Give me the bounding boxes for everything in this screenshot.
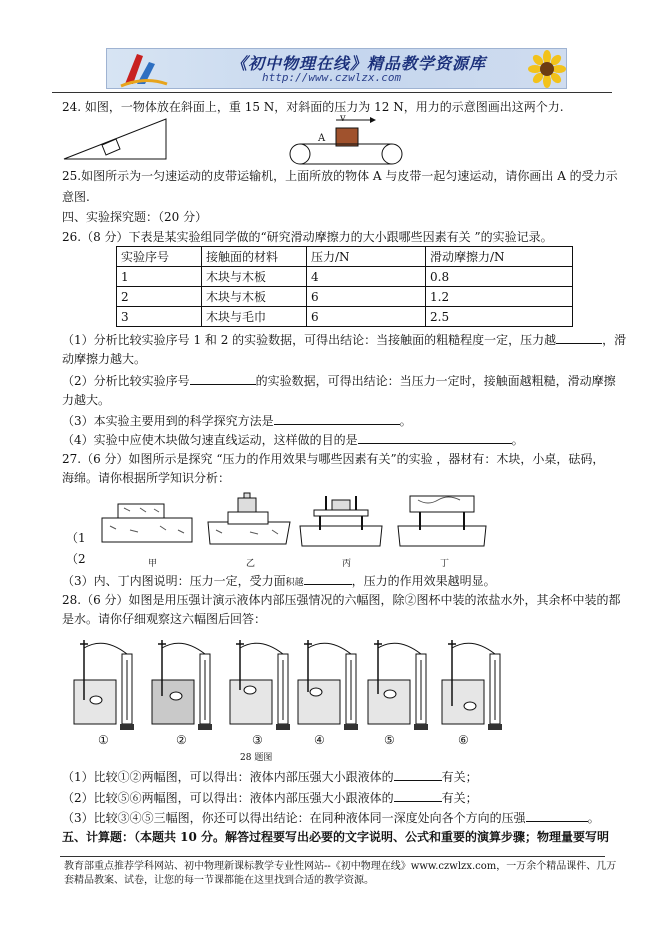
table-cell: 木块与木板 [202, 267, 307, 287]
q26-sub1-tail: ，滑 [602, 333, 627, 347]
q28-sub1 [62, 768, 478, 785]
table-header-cell: 接触面的材料 [202, 247, 307, 267]
q28-sub1-tail: 有关； [441, 770, 478, 784]
q26-answer-blank-4[interactable] [358, 431, 512, 444]
table-cell: 4 [307, 267, 426, 287]
velocity-label: v [340, 113, 346, 124]
q26-sub4-text: （4）实验中应使木块做匀速直线运动，这样做的目的是 [62, 433, 358, 447]
q28-sub3-tail: 。 [587, 811, 600, 825]
q28-line2: 是水。请你仔细观察这六幅图后回答： [62, 612, 267, 626]
figure-ding [398, 496, 486, 546]
header-rule [52, 92, 612, 93]
q28-sub2 [62, 789, 478, 806]
q28-line1: 28.（6 分）如图是用压强计演示液体内部压强情况的六幅图，除②图杯中装的浓盐水外，其余杯中装的都 [62, 593, 621, 607]
q26-sub3-text: （3）本实验主要用到的科学探究方法是 [62, 414, 274, 428]
q26-sub3-end: 。 [399, 414, 412, 428]
gauge-beaker [442, 640, 502, 730]
gauge-figure-number: ⑤ [384, 733, 395, 747]
q26-answer-blank-1[interactable] [556, 331, 602, 344]
footer-line1: 教育部重点推荐学科网站、初中物理新课标教学专业性网站--《初中物理在线》www.czwlzx.com，一万余个精品课件、几万 [64, 861, 617, 872]
figure-label-jia: 甲 [148, 559, 158, 569]
q26-sub3 [62, 412, 412, 429]
q25-line1: 25.如图所示为一匀速运动的皮带运输机，上面所放的物体 A 与皮带一起匀速运动，请你画出 A 的受力示 [62, 169, 618, 183]
table-cell: 0.8 [426, 267, 573, 287]
table-cell: 1.2 [426, 287, 573, 307]
pressure-gauge-figure [66, 640, 506, 740]
figure-label-bing: 丙 [342, 559, 352, 569]
q26-sub4 [62, 431, 524, 448]
q27-line1: 27.（6 分）如图所示是探究 “压力的作用效果与哪些因素有关”的实验 ，器材有：木块，小桌，砝码， [62, 452, 605, 466]
q25-line2: 意图. [62, 190, 90, 204]
gauge-figure-number: ② [176, 733, 187, 747]
footer-line2: 套精品教案、试卷，让您的每一节课都能在这里找到合适的教学资源。 [64, 875, 374, 886]
gauge-beaker [298, 640, 358, 730]
q26-answer-blank-3[interactable] [274, 412, 400, 425]
figure-jia [102, 504, 192, 542]
q28-figure-caption: 28 题图 [240, 753, 273, 763]
gauge-beaker [152, 640, 212, 730]
q27-sub3 [62, 572, 496, 591]
q28-answer-blank-1[interactable] [394, 768, 442, 781]
q28-sub3-text: （3）比较③④⑤三幅图，你还可以得出结论：在同种液体同一深度处向各个方向的压强 [62, 811, 526, 825]
table-header-cell: 压力/N [307, 247, 426, 267]
table-row [117, 287, 573, 307]
q27-sub2-label: （2 [66, 552, 86, 566]
gauge-figure-number: ④ [314, 733, 325, 747]
q28-answer-blank-2[interactable] [394, 789, 442, 802]
table-cell: 3 [117, 307, 202, 327]
q28-sub2-tail: 有关； [441, 791, 478, 805]
figure-yi [208, 493, 290, 544]
q27-answer-blank[interactable] [304, 572, 352, 585]
gauge-figure-number: ⑥ [458, 733, 469, 747]
table-header-cell: 实验序号 [117, 247, 202, 267]
q26-sub2-tail: 的实验数据，可得出结论：当压力一定时，接触面越粗糙，滑动摩擦 [255, 374, 616, 388]
q26-sub2-line2: 力越大。 [62, 393, 111, 407]
q28-sub1-text: （1）比较①②两幅图，可以得出：液体内部压强大小跟液体的 [62, 770, 394, 784]
q26-sub4-end: 。 [511, 433, 524, 447]
section-5-heading: 五、计算题：（本题共 10 分。解答过程要写出必要的文字说明、公式和重要的演算步骤；物理量要写明 [62, 830, 610, 844]
table-cell: 1 [117, 267, 202, 287]
q28-sub3 [62, 809, 600, 826]
banner-title: 《初中物理在线》精品教学资源库 [231, 54, 487, 73]
table-cell: 木块与木板 [202, 287, 307, 307]
gauge-figure-number: ③ [252, 733, 263, 747]
q27-line2: 海绵。请你根据所学知识分析： [62, 471, 231, 485]
q27-sub1-label: （1 [66, 531, 86, 545]
q26-intro: 26.（8 分）下表是某实验组同学做的“研究滑动摩擦力的大小跟哪些因素有关 ”的实验记录。 [62, 230, 553, 244]
q27-sub3-tail: ，压力的作用效果越明显。 [351, 574, 496, 588]
table-header-row [117, 247, 573, 267]
figure-label-yi: 乙 [246, 559, 256, 569]
q26-sub1-line2: 动摩擦力越大。 [62, 352, 147, 366]
conveyor-figure [282, 114, 412, 162]
figure-bing [300, 496, 382, 546]
friction-table [116, 246, 573, 327]
site-banner [106, 48, 567, 89]
q24-text: 24. 如图，一物体放在斜面上，重 15 N，对斜面的压力为 12 N，用力的示意图画出这两个力. [62, 100, 564, 114]
q27-sub3-mid: 积越 [285, 578, 304, 588]
table-cell: 木块与毛巾 [202, 307, 307, 327]
q28-answer-blank-3[interactable] [526, 809, 588, 822]
object-a-label: A [318, 133, 326, 144]
gauge-beaker [230, 640, 290, 730]
pressure-experiment-figure [100, 490, 520, 560]
gauge-beaker [74, 640, 134, 730]
table-cell: 6 [307, 287, 426, 307]
gauge-beaker [368, 640, 428, 730]
q26-sub2-line1 [62, 372, 616, 389]
q27-sub3-text: （3）内、丁内图说明：压力一定，受力面 [62, 574, 286, 588]
section-4-heading: 四、实验探究题：（20 分） [62, 210, 208, 224]
figure-label-ding: 丁 [440, 559, 450, 569]
incline-figure [62, 117, 172, 162]
logo-icon [115, 50, 175, 90]
table-cell: 6 [307, 307, 426, 327]
footer-rule [60, 856, 605, 857]
q26-answer-blank-2[interactable] [190, 372, 256, 385]
sunflower-icon [527, 49, 567, 89]
gauge-figure-number: ① [98, 733, 109, 747]
q26-sub2-text: （2）分析比较实验序号 [62, 374, 190, 388]
banner-url[interactable]: http://www.czwlzx.com [262, 71, 402, 84]
q28-sub2-text: （2）比较⑤⑥两幅图，可以得出：液体内部压强大小跟液体的 [62, 791, 394, 805]
q26-sub1-line1 [62, 331, 626, 348]
table-cell: 2 [117, 287, 202, 307]
table-cell: 2.5 [426, 307, 573, 327]
table-row [117, 267, 573, 287]
table-header-cell: 滑动摩擦力/N [426, 247, 573, 267]
q26-sub1-text: （1）分析比较实验序号 1 和 2 的实验数据，可得出结论：当接触面的粗糙程度一定，压力越 [62, 333, 557, 347]
table-row [117, 307, 573, 327]
